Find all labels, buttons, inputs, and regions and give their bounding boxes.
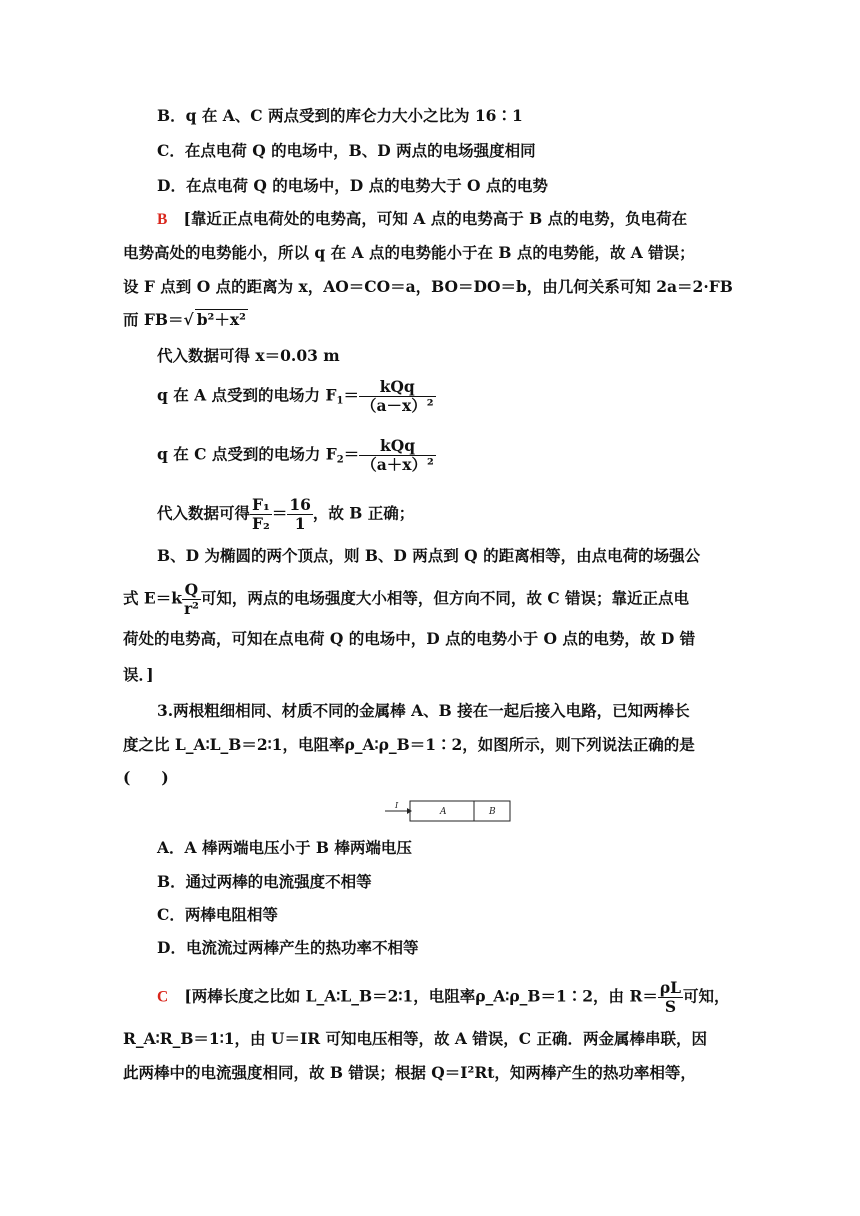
q3-option-b: B．通过两棒的电流强度不相等 <box>157 872 372 891</box>
f1-denominator: （a－x）² <box>360 396 434 415</box>
f1-numerator: kQq <box>379 377 415 396</box>
f2-subscript: 2 <box>336 454 344 466</box>
f1-subscript: 1 <box>336 395 344 407</box>
q3-stem-line-1: 3.两根粗细相同、材质不同的金属棒 A、B 接在一起后接入电路，已知两棒长 <box>157 701 690 720</box>
resistance-fraction <box>658 979 683 1016</box>
rod-b-label: B <box>489 807 496 817</box>
q2-option-b: B．q 在 A、C 两点受到的库仑力大小之比为 16∶1 <box>157 106 523 125</box>
current-label: I <box>395 801 399 810</box>
q3-solution-line-2: R_A∶R_B＝1∶1，由 U＝IR 可知电压相等，故 A 错误，C 正确．两金属棒串联，因 <box>123 1029 708 1048</box>
ratio-prefix: 代入数据可得 <box>157 503 251 523</box>
q2-solution-line-7: q 在 C 点受到的电场力 $F_2=$ $\frac{\text{kQq}}{\text{（a＋x）²}}$ <box>157 436 434 474</box>
ratio-suffix: ，故 B 正确； <box>312 503 415 523</box>
q2-solution-line-10 <box>123 581 689 618</box>
q2-solution-line-2: 电势高处的电势能小，所以 q 在 A 点的电势能小于在 B 点的电势能，故 A 错误； <box>123 243 695 262</box>
f2-prefix: q 在 C 点受到的电场力 F <box>157 444 337 464</box>
q2-solution-line-8: 代入数据可得 $\frac{\text{F₁}}{\text{F₂}}$ ＝ $\frac{16}{1}$ ，故 B 正确； <box>157 495 415 533</box>
f2-denominator: （a＋x）² <box>361 455 434 474</box>
resistance-denominator: S <box>658 997 683 1016</box>
rod-diagram <box>381 799 511 823</box>
field-formula-denominator: r² <box>183 599 199 618</box>
f1-prefix: q 在 A 点受到的电场力 F <box>157 385 337 405</box>
q2-solution-line-11: 荷处的电势高，可知在点电荷 Q 的电场中，D 点的电势小于 O 点的电势，故 D 错 <box>123 629 696 648</box>
field-formula-prefix: 式 E＝k <box>123 588 182 608</box>
ratio-right-denominator: 1 <box>287 514 313 533</box>
q2-option-c: C．在点电荷 Q 的电场中，B、D 两点的电场强度相同 <box>157 141 536 160</box>
resistance-numerator: ρL <box>659 978 682 997</box>
ratio-right-fraction <box>287 496 313 533</box>
q3-answer-letter: C <box>157 988 169 1006</box>
q3-solution-line-3: 此两棒中的电流强度相同，故 B 错误；根据 Q＝I²Rt，知两棒产生的热功率相等， <box>123 1063 696 1082</box>
field-formula-fraction <box>182 581 201 618</box>
q3-option-d: D．电流流过两棒产生的热功率不相等 <box>157 938 419 957</box>
ratio-right-numerator: 16 <box>289 495 311 514</box>
q3-option-a: A．A 棒两端电压小于 B 棒两端电压 <box>157 838 412 857</box>
q2-answer-letter: B <box>157 211 168 228</box>
q2-solution-text-1: [靠近正点电荷处的电势高，可知 A 点的电势高于 B 点的电势，负电荷在 <box>183 209 688 228</box>
q2-solution-line-12: 误．] <box>123 665 154 684</box>
ratio-left-denominator: F₂ <box>252 514 270 533</box>
q2-solution-line-5: 代入数据可得 x＝0.03 m <box>157 346 340 365</box>
q3-stem-line-3: ( ) <box>123 768 169 787</box>
q3-solution-prefix: [两棒长度之比如 L_A∶L_B＝2∶1，电阻率ρ_A∶ρ_B＝1∶2，由 R＝ <box>184 986 658 1006</box>
f2-numerator: kQq <box>379 436 416 455</box>
field-formula-numerator: Q <box>184 580 199 599</box>
q3-solution-line-1 <box>157 979 730 1016</box>
q3-option-c: C．两棒电阻相等 <box>157 905 278 924</box>
sqrt-radicand: b²＋x² <box>196 310 246 329</box>
q2-solution-line-1 <box>157 209 687 230</box>
fb-prefix: 而 FB＝ <box>123 310 184 329</box>
q3-solution-suffix: 可知， <box>683 986 730 1006</box>
q3-stem-line-2: 度之比 L_A∶L_B＝2∶1，电阻率ρ_A∶ρ_B＝1∶2，如图所示，则下列说法正确的是 <box>123 735 695 754</box>
q2-solution-line-4: 而 FB＝√ b²＋x² <box>123 310 246 329</box>
f2-fraction <box>359 437 436 474</box>
q2-solution-line-6: q 在 A 点受到的电场力 $F_1=$ $\frac{\text{kQq}}{\text{（a－x）²}}$ <box>157 377 434 415</box>
f1-fraction <box>359 378 436 415</box>
ratio-left-numerator: F₁ <box>252 495 270 514</box>
q2-solution-line-9: B、D 为椭圆的两个顶点，则 B、D 两点到 Q 的距离相等，由点电荷的场强公 <box>157 546 701 565</box>
field-formula-suffix: 可知，两点的电场强度大小相等，但方向不同，故 C 错误；靠近正点电 <box>200 588 690 608</box>
rod-a-label: A <box>440 807 447 817</box>
q2-option-d: D．在点电荷 Q 的电场中，D 点的电势大于 O 点的电势 <box>157 176 548 195</box>
ratio-left-fraction <box>250 496 272 533</box>
q2-solution-line-3: 设 F 点到 O 点的距离为 x，AO＝CO＝a，BO＝DO＝b，由几何关系可知 2a＝2·FB <box>123 277 733 296</box>
